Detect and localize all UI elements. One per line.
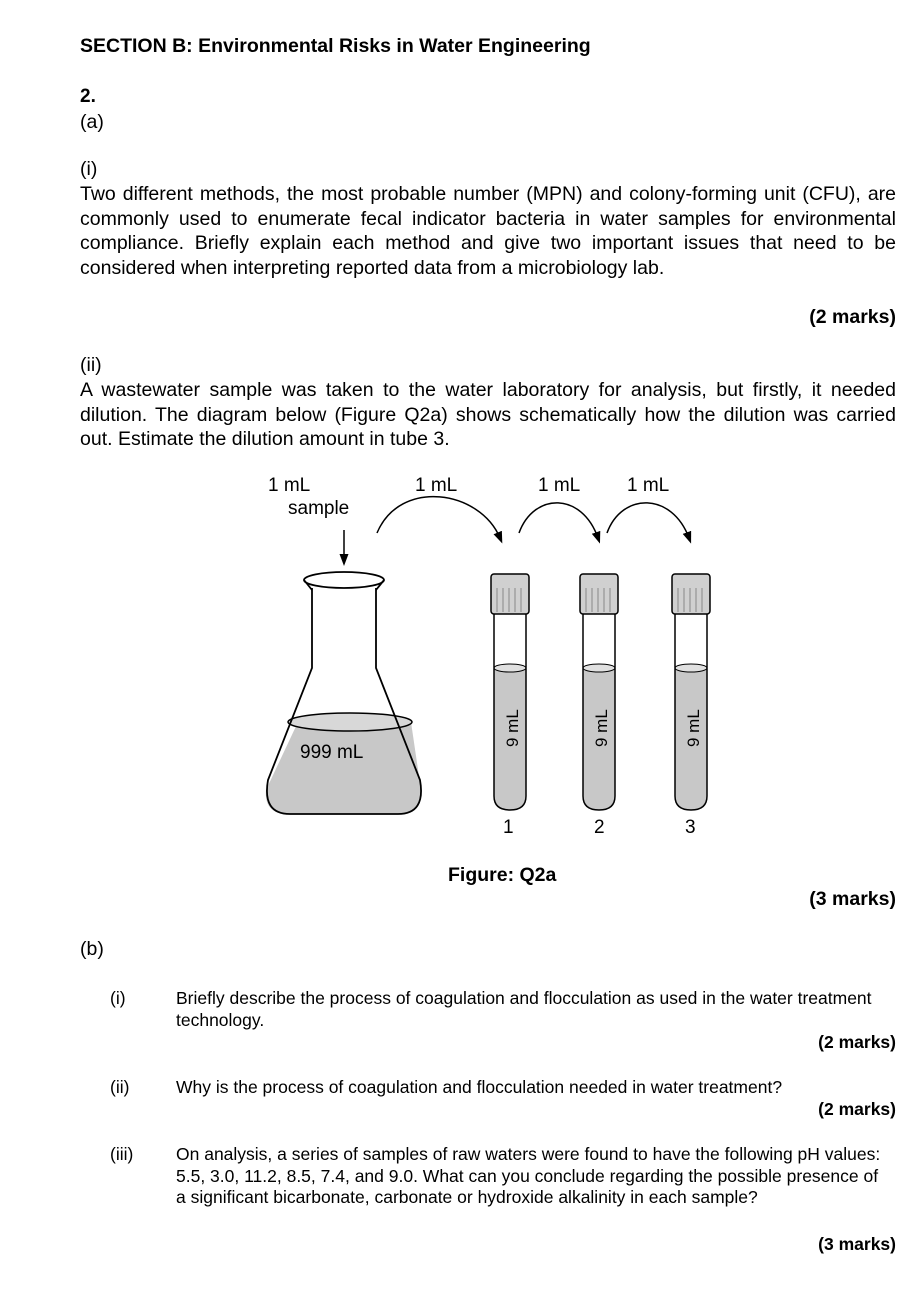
part-a-ii-marks: (3 marks) [809, 888, 896, 910]
part-a-label: (a) [80, 111, 104, 133]
part-b-i-text: Briefly describe the process of coagulation and flocculation as used in the water treatment technology. [176, 988, 872, 1030]
transfer-arrow-1 [377, 497, 500, 538]
transfer-3-label: 1 mL [627, 475, 670, 496]
test-tube-1 [491, 574, 529, 838]
part-a-i-text: Two different methods, the most probable number (MPN) and colony-forming unit (CFU), are commonly used to enumerate fecal indicator bacteria in water samples for environmental compliance. Briefly explain each method and give two important issues that need to be considered when interpreting reported data from a microbiology lab. [80, 183, 896, 279]
part-a-ii-text: A wastewater sample was taken to the water laboratory for analysis, but firstly, it needed dilution. The diagram below (Figure Q2a) shows schematically how the dilution was carried out. Estimate the dilution amount in tube 3. [80, 379, 896, 450]
tube-1-volume-label: 9 mL [503, 709, 522, 747]
tube-3-volume-label: 9 mL [684, 709, 703, 747]
part-b-i-marks: (2 marks) [818, 1032, 896, 1052]
part-b-iii-text: On analysis, a series of samples of raw waters were found to have the following pH values: 5.5, 3.0, 11.2, 8.5, 7.4, and 9.0. What can you conclude regarding the possible presence of a significant bicarbonate, carbonate or hydroxide alkalinity in each sample? [176, 1144, 881, 1207]
figure-caption: Figure: Q2a [448, 864, 557, 886]
part-b-ii-text: Why is the process of coagulation and flocculation needed in water treatment? [176, 1077, 783, 1097]
flask-volume-label: 999 mL [300, 742, 364, 763]
sample-volume-label: 1 mL [268, 475, 311, 496]
transfer-1-label: 1 mL [415, 475, 458, 496]
transfer-2-label: 1 mL [538, 475, 581, 496]
section-title: SECTION B: Environmental Risks in Water Engineering [80, 35, 591, 57]
test-tube-3 [672, 574, 710, 838]
part-a-i-label: (i) [80, 158, 98, 180]
tube-2-volume-label: 9 mL [592, 709, 611, 747]
erlenmeyer-flask [266, 572, 421, 814]
question-number: 2. [80, 86, 96, 107]
part-b-i-label: (i) [110, 988, 126, 1008]
part-b-iii-marks: (3 marks) [818, 1234, 896, 1254]
part-a-i-marks: (2 marks) [809, 306, 896, 328]
test-tube-2 [580, 574, 618, 838]
part-b-label: (b) [80, 938, 104, 960]
part-b-iii-label: (iii) [110, 1144, 134, 1164]
part-b-ii-label: (ii) [110, 1077, 130, 1097]
part-b-ii-marks: (2 marks) [818, 1099, 896, 1119]
transfer-arrow-3 [607, 503, 689, 538]
transfer-arrow-2 [519, 503, 598, 538]
tube-2-number: 2 [594, 817, 605, 838]
part-a-ii-label: (ii) [80, 354, 102, 376]
sample-label: sample [288, 498, 350, 519]
tube-1-number: 1 [503, 817, 514, 838]
tube-3-number: 3 [685, 817, 696, 838]
